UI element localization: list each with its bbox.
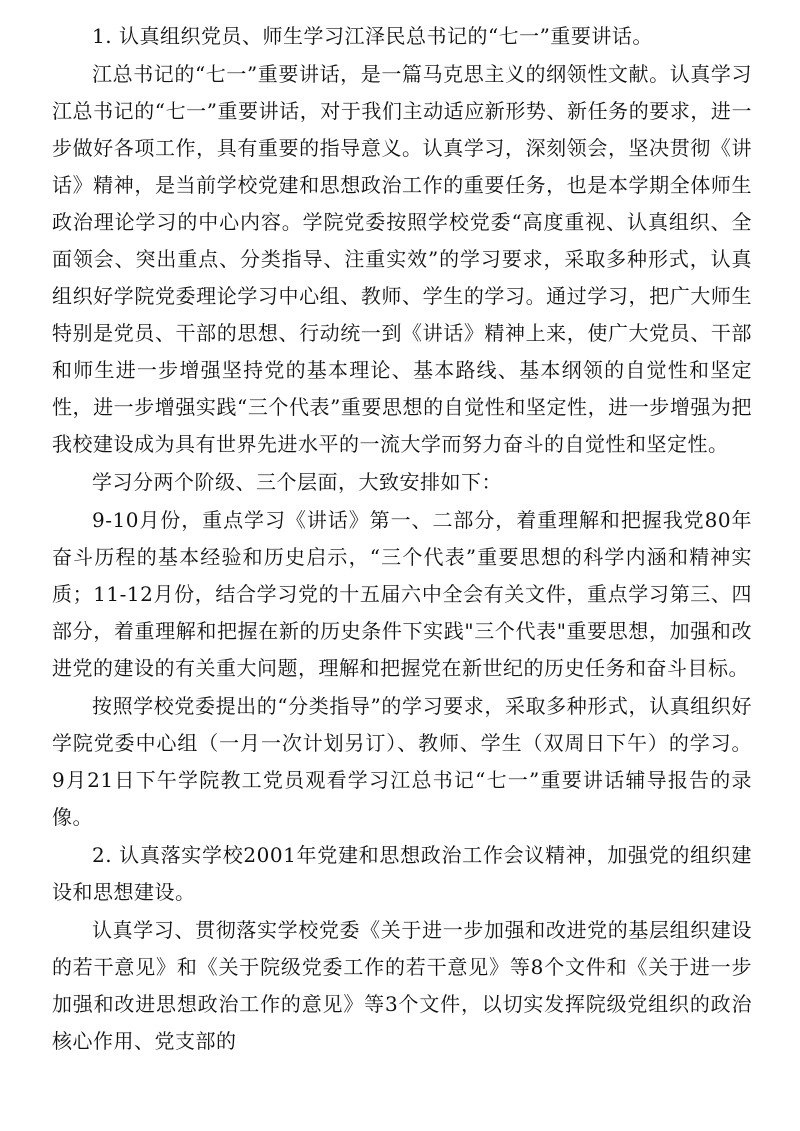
- section-2-heading: 2. 认真落实学校2001年党建和思想政治工作会议精神，加强党的组织建设和思想建设。: [52, 843, 752, 904]
- section-1-paragraph-2: 学习分两个阶级、三个层面，大致安排如下：: [92, 470, 502, 494]
- section-1-paragraph-4: 按照学校党委提出的“分类指导”的学习要求，采取多种形式，认真组织好学院党委中心组（一月一次计划另订）、教师、学生（双周日下午）的学习。9月21日下午学院教工党员观看学习江总书记“七一”重要讲话辅导报告的录像。: [52, 694, 752, 829]
- section-1-paragraph-1: 江总书记的“七一”重要讲话，是一篇马克思主义的纲领性文献。认真学习江总书记的“七一”重要讲话，对于我们主动适应新形势、新任务的要求，进一步做好各项工作，具有重要的指导意义。认真学习，深刻领会，坚决贯彻《讲话》精神，是当前学校党建和思想政治工作的重要任务，也是本学期全体师生政治理论学习的中心内容。学院党委按照学校党委“高度重视、认真组织、全面领会、突出重点、分类指导、注重实效”的学习要求，采取多种形式，认真组织好学院党委理论学习中心组、教师、学生的学习。通过学习，把广大师生特别是党员、干部的思想、行动统一到《讲话》精神上来，使广大党员、干部和师生进一步增强坚持党的基本理论、基本路线、基本纲领的自觉性和坚定性，进一步增强实践“三个代表”重要思想的自觉性和坚定性，进一步增强为把我校建设成为具有世界先进水平的一流大学而努力奋斗的自觉性和坚定性。: [52, 62, 752, 456]
- document-page: [52, 18, 752, 1060]
- section-1-heading: 1. 认真组织党员、师生学习江泽民总书记的“七一”重要讲话。: [92, 24, 653, 48]
- section-1-paragraph-3: 9-10月份，重点学习《讲话》第一、二部分，着重理解和把握我党80年奋斗历程的基本经验和历史启示，“三个代表”重要思想的科学内涵和精神实质；11-12月份，结合学习党的十五届六中全会有关文件，重点学习第三、四部分，着重理解和把握在新的历史条件下实践"三个代表"重要思想，加强和改进党的建设的有关重大问题，理解和把握党在新世纪的历史任务和奋斗目标。: [52, 508, 752, 680]
- section-2-paragraph-1: 认真学习、贯彻落实学校党委《关于进一步加强和改进党的基层组织建设的若干意见》和《关于院级党委工作的若干意见》等8个文件和《关于进一步加强和改进思想政治工作的意见》等3个文件，以切实发挥院级党组织的政治核心作用、党支部的: [52, 918, 752, 1053]
